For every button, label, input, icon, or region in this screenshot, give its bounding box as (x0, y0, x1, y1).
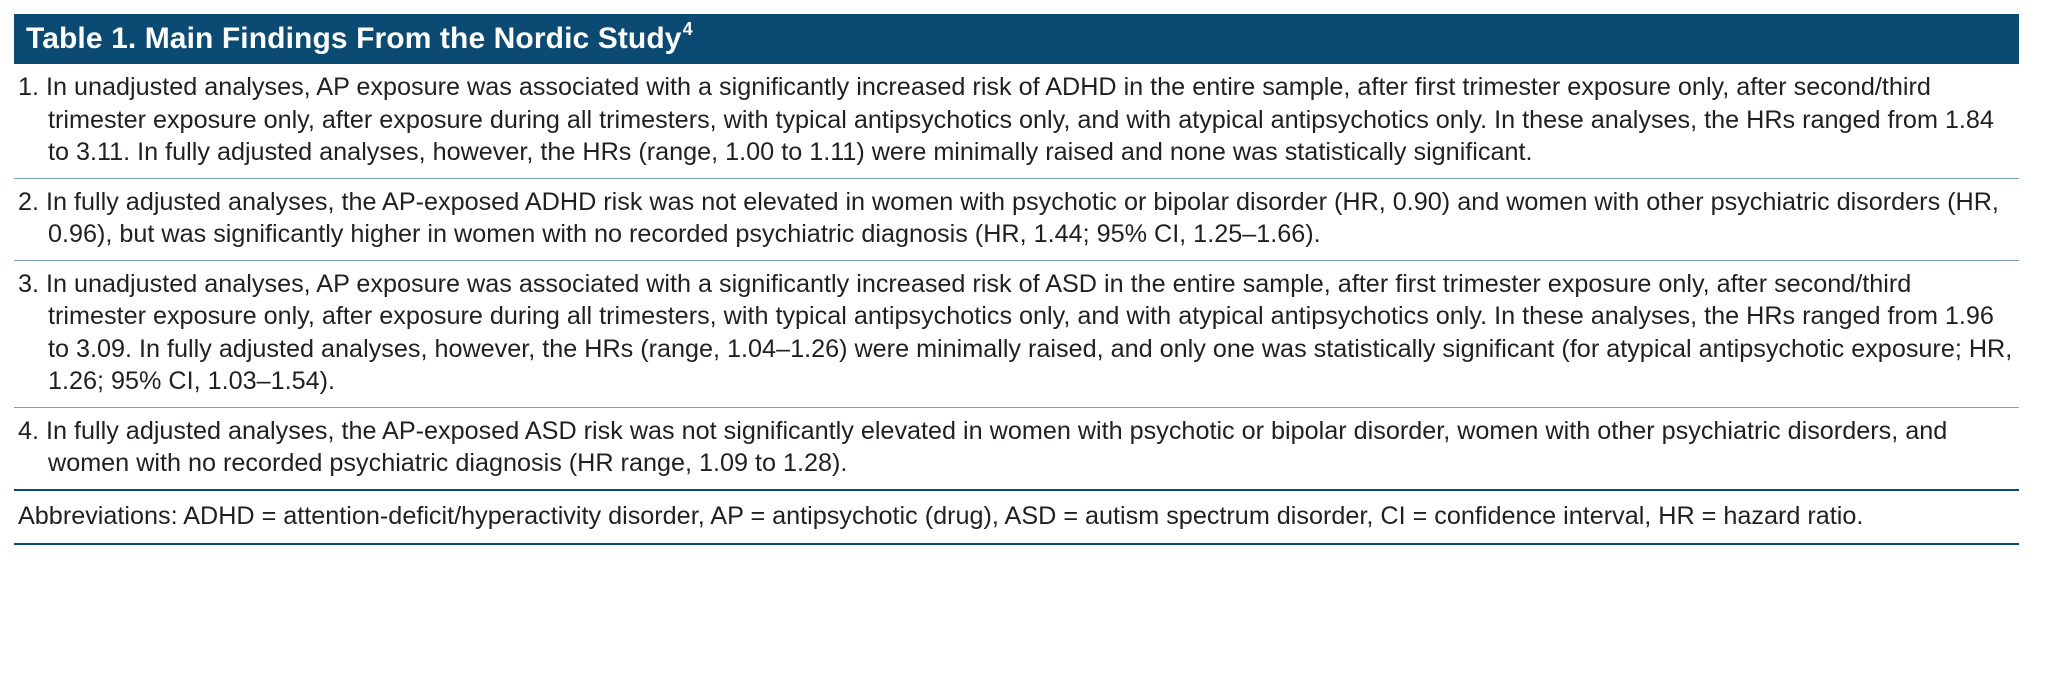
table-title: Table 1. Main Findings From the Nordic Study (26, 22, 682, 55)
finding-text: In unadjusted analyses, AP exposure was associated with a significantly increased risk of ASD in the entire sample, after first trimester exposure only, after second/third trimester exposure only, after exposure during all trimesters, with typical antipsychotics only, and with atypical antipsychotics only. In these analyses, the HRs ranged from 1.96 to 3.09. In fully adjusted analyses, however, the HRs (range, 1.04–1.26) were minimally raised, and only one was statistically significant (for atypical antipsychotic exposure; HR, 1.26; 95% CI, 1.03–1.54). (46, 269, 2013, 395)
finding-text: In fully adjusted analyses, the AP-exposed ASD risk was not significantly elevated in women with psychotic or bipolar disorder, women with other psychiatric disorders, and women with no recorded psychiatric diagnosis (HR range, 1.09 to 1.28). (46, 416, 1948, 477)
title-reference-superscript: 4 (682, 18, 693, 39)
finding-text: In fully adjusted analyses, the AP-exposed ADHD risk was not elevated in women with psychotic or bipolar disorder (HR, 0.90) and women with other psychiatric disorders (HR, 0.96), but was significantly higher in women with no recorded psychiatric diagnosis (HR, 1.44; 95% CI, 1.25–1.66). (46, 187, 1999, 248)
finding-number: 2. (18, 187, 40, 216)
finding-row-3 (14, 261, 2019, 408)
finding-number: 4. (18, 416, 40, 445)
finding-row-2 (14, 179, 2019, 261)
finding-row-4 (14, 408, 2019, 489)
finding-row-1 (14, 64, 2019, 179)
abbreviations-footnote: Abbreviations: ADHD = attention-deficit/hyperactivity disorder, AP = antipsychotic (drug), ASD = autism spectrum disorder, CI = confidence interval, HR = hazard ratio. (14, 489, 2019, 546)
table-title-bar (14, 14, 2019, 64)
finding-number: 3. (18, 269, 40, 298)
finding-number: 1. (18, 73, 40, 101)
findings-table (14, 14, 2019, 545)
finding-text: In unadjusted analyses, AP exposure was associated with a significantly increased risk of ADHD in the entire sample, after first trimester exposure only, after second/third trimester exposure only, after exposure during all trimesters, with typical antipsychotics only, and with atypical antipsychotics only. In these analyses, the HRs ranged from 1.84 to 3.11. In fully adjusted analyses, however, the HRs (range, 1.00 to 1.11) were minimally raised and none was statistically significant. (46, 73, 1994, 166)
